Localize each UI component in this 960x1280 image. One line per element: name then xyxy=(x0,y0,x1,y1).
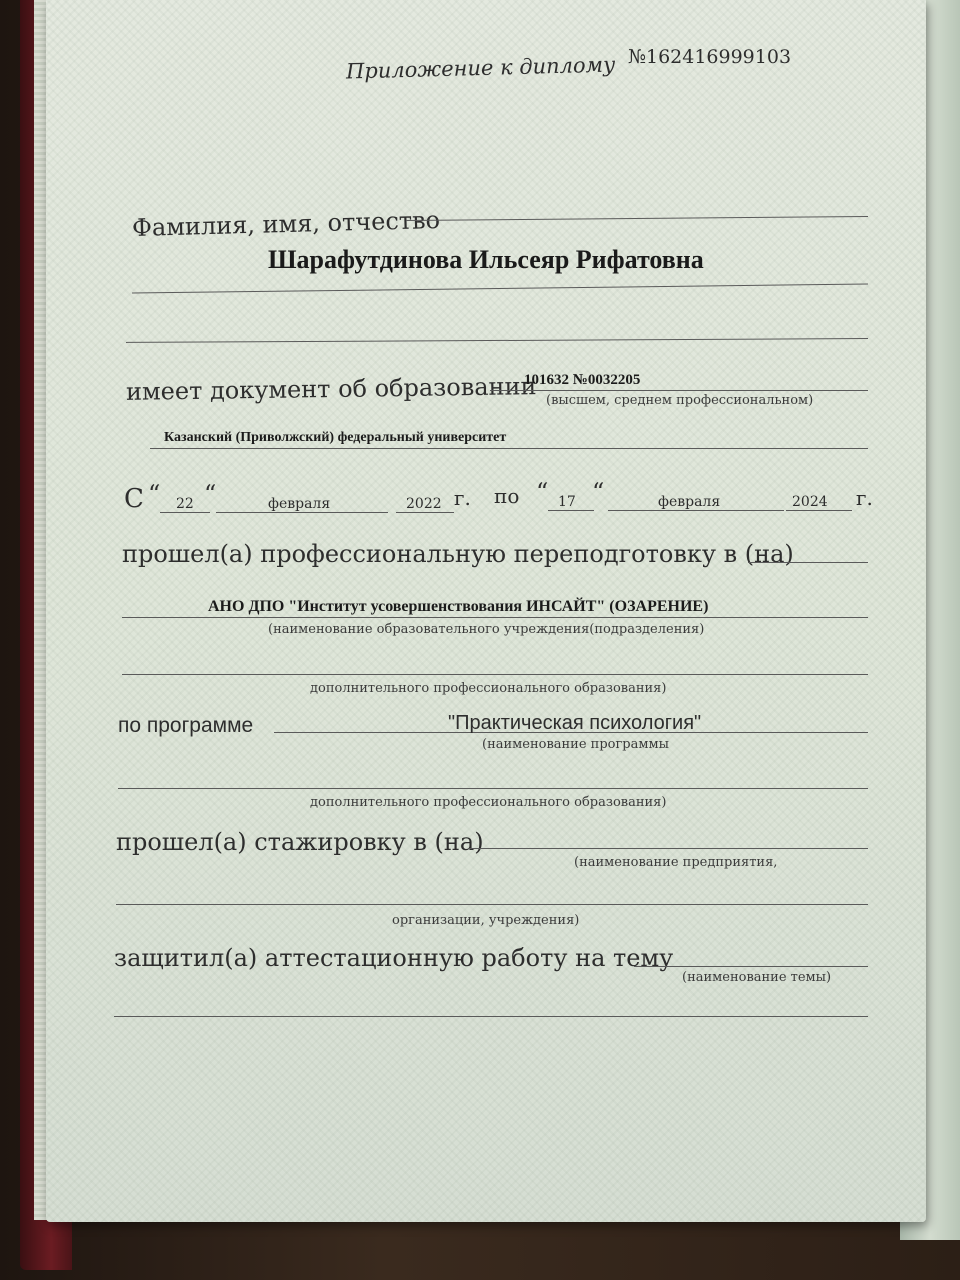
thesis-label: защитил(а) аттестационную работу на тему xyxy=(114,944,674,972)
internship-line-1 xyxy=(468,848,868,849)
retraining-line-3 xyxy=(122,674,868,675)
diploma-supplement-page xyxy=(46,0,926,1222)
to-month-line xyxy=(608,510,784,511)
header-title: Приложение к диплому xyxy=(345,52,616,84)
education-document: 101632 №0032205 xyxy=(524,372,641,388)
from-close-quote: “ xyxy=(204,480,217,508)
from-year-suffix: г. xyxy=(454,486,471,510)
internship-hint-2: организации, учреждения) xyxy=(392,913,580,928)
from-year-line xyxy=(396,512,454,513)
from-day: 22 xyxy=(176,496,194,512)
education-label: имеет документ об образовании xyxy=(125,372,537,406)
education-line xyxy=(490,390,868,391)
thesis-line-2 xyxy=(114,1016,868,1017)
retraining-hint-2: дополнительного профессионального образования) xyxy=(310,681,667,696)
fio-label: Фамилия, имя, отчество xyxy=(131,205,441,243)
period-to-label: по xyxy=(494,484,520,508)
internship-hint-1: (наименование предприятия, xyxy=(574,855,778,870)
from-open-quote: “ xyxy=(148,480,161,508)
thesis-hint: (наименование темы) xyxy=(682,970,832,985)
program-line-2 xyxy=(118,788,868,789)
thesis-line-1 xyxy=(634,966,868,967)
to-open-quote: “ xyxy=(536,478,549,506)
from-day-line xyxy=(160,512,210,513)
retraining-line-2 xyxy=(122,617,868,618)
from-year: 2022 xyxy=(406,496,442,512)
period-from-label: С xyxy=(124,484,144,514)
program-hint-1: (наименование программы xyxy=(482,737,669,752)
to-year-suffix: г. xyxy=(856,486,873,510)
program-name: "Практическая психология" xyxy=(448,712,702,734)
internship-line-2 xyxy=(116,904,868,905)
from-month-line xyxy=(216,512,388,513)
retraining-hint-1: (наименование образовательного учреждения(подразделения) xyxy=(268,622,705,637)
education-hint: (высшем, среднем профессиональном) xyxy=(546,393,814,408)
fio-line-3 xyxy=(126,338,868,343)
fio-line-2 xyxy=(132,284,868,294)
education-institution: Казанский (Приволжский) федеральный университет xyxy=(164,430,507,445)
fio-value: Шарафутдинова Ильсеяр Рифатовна xyxy=(268,245,704,274)
program-hint-2: дополнительного профессионального образования) xyxy=(310,795,667,810)
institution-line xyxy=(150,448,868,449)
diploma-number: №162416999103 xyxy=(628,46,792,68)
internship-label: прошел(а) стажировку в (на) xyxy=(116,828,484,856)
to-close-quote: “ xyxy=(592,478,605,506)
to-year: 2024 xyxy=(792,494,828,510)
program-label: по программе xyxy=(118,714,254,737)
to-day-line xyxy=(548,510,594,511)
to-month: февраля xyxy=(658,494,721,510)
retraining-label: прошел(а) профессиональную переподготовку в (на) xyxy=(122,540,794,568)
to-year-line xyxy=(786,510,852,511)
to-day: 17 xyxy=(558,494,576,510)
fio-line-1 xyxy=(406,216,868,221)
retraining-institution: АНО ДПО "Институт усовершенствования ИНСАЙТ" (ОЗАРЕНИЕ) xyxy=(208,598,709,615)
retraining-line-1 xyxy=(748,562,868,563)
from-month: февраля xyxy=(268,496,331,512)
